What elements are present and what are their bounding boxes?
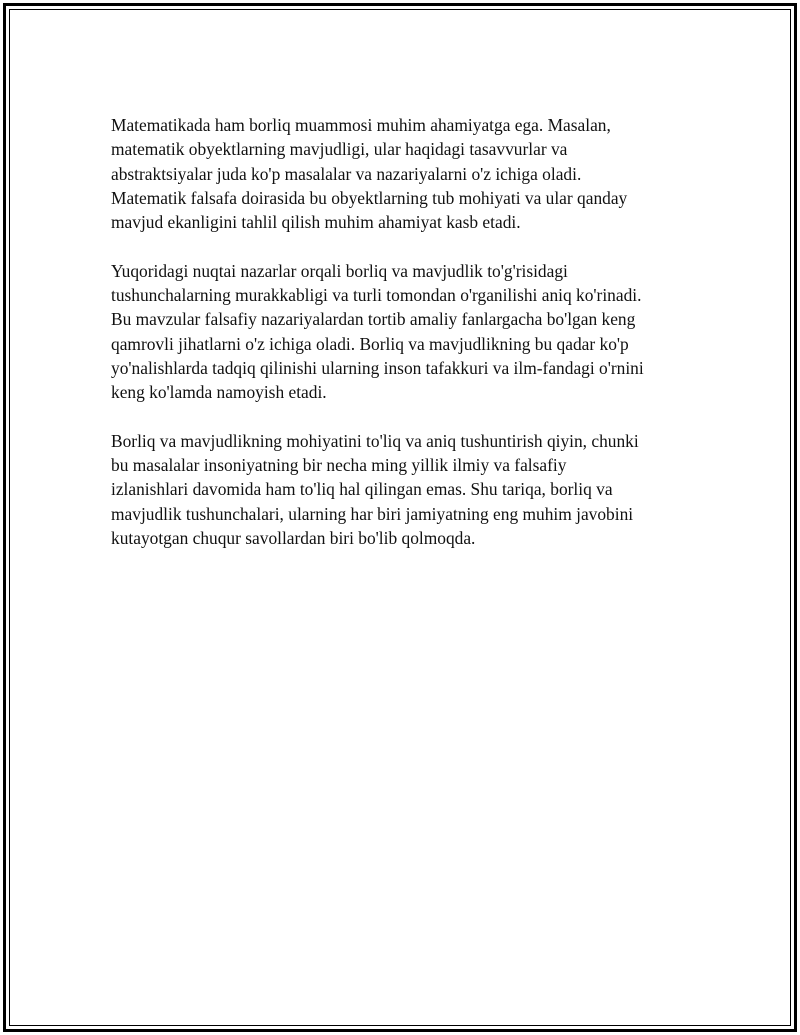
- text-line: izlanishlari davomida ham to'liq hal qilingan emas. Shu tariqa, borliq va: [111, 479, 613, 500]
- text-line: qamrovli jihatlarni o'z ichiga oladi. Borliq va mavjudlikning bu qadar ko'p: [111, 333, 629, 354]
- text-line: kutayotgan chuqur savollardan biri bo'lib qolmoqda.: [111, 528, 476, 549]
- text-line: Bu mavzular falsafiy nazariyalardan tortib amaliy fanlargacha bo'lgan keng: [111, 309, 636, 330]
- text-line: yo'nalishlarda tadqiq qilinishi ularning inson tafakkuri va ilm-fandagi o'rnini: [111, 357, 644, 378]
- text-line: matematik obyektlarning mavjudligi, ular haqidagi tasavvurlar va: [111, 139, 568, 160]
- paragraph-3: [111, 429, 691, 550]
- text-line: Borliq va mavjudlikning mohiyatini to'liq va aniq tushuntirish qiyin, chunki: [111, 430, 639, 451]
- text-line: Matematikada ham borliq muammosi muhim ahamiyatga ega. Masalan,: [111, 115, 611, 135]
- text-line: Matematik falsafa doirasida bu obyektlarning tub mohiyati va ular qanday: [111, 187, 628, 208]
- document-body: [111, 113, 691, 575]
- text-line: mavjudlik tushunchalari, ularning har biri jamiyatning eng muhim javobini: [111, 503, 634, 524]
- text-line: Yuqoridagi nuqtai nazarlar orqali borliq va mavjudlik to'g'risidagi: [111, 260, 568, 281]
- paragraph-2: [111, 259, 691, 405]
- text-line: mavjud ekanligini tahlil qilish muhim ahamiyat kasb etadi.: [111, 212, 521, 233]
- paragraph-1: [111, 113, 691, 234]
- text-line: abstraktsiyalar juda ko'p masalalar va nazariyalarni o'z ichiga oladi.: [111, 163, 582, 184]
- text-line: bu masalalar insoniyatning bir necha ming yillik ilmiy va falsafiy: [111, 455, 567, 476]
- text-line: tushunchalarning murakkabligi va turli tomondan o'rganilishi aniq ko'rinadi.: [111, 285, 642, 306]
- text-line: keng ko'lamda namoyish etadi.: [111, 382, 327, 403]
